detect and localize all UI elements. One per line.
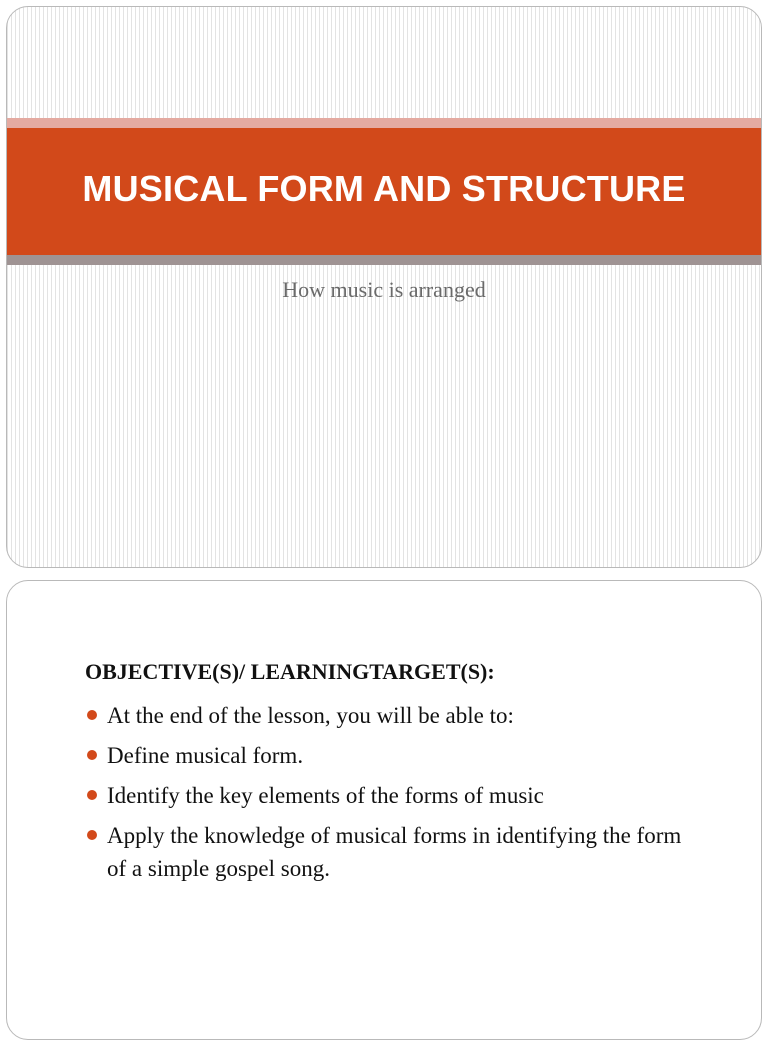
title-slide [6, 6, 762, 568]
objectives-list [85, 699, 705, 892]
objectives-slide [6, 580, 762, 1040]
list-item [85, 739, 705, 772]
bullet-dot-icon [87, 710, 97, 720]
title-band-top-stripe [7, 118, 761, 128]
slide-subtitle: How music is arranged [282, 277, 486, 302]
list-item-text: Define musical form. [107, 743, 304, 768]
list-item-text: At the end of the lesson, you will be able to: [107, 703, 514, 728]
title-band [7, 128, 761, 255]
bullet-dot-icon [87, 830, 97, 840]
list-item [85, 699, 705, 732]
title-band-bottom-stripe [7, 255, 761, 265]
list-item [85, 819, 705, 885]
bullet-dot-icon [87, 750, 97, 760]
objectives-heading: OBJECTIVE(S)/ LEARNINGTARGET(S): [85, 659, 495, 684]
list-item-text: Apply the knowledge of musical forms in identifying the form of a simple gospel song. [107, 823, 682, 881]
list-item [85, 779, 705, 812]
list-item-text: Identify the key elements of the forms of music [107, 783, 544, 808]
bullet-dot-icon [87, 790, 97, 800]
slide-title: MUSICAL FORM AND STRUCTURE [82, 167, 686, 209]
